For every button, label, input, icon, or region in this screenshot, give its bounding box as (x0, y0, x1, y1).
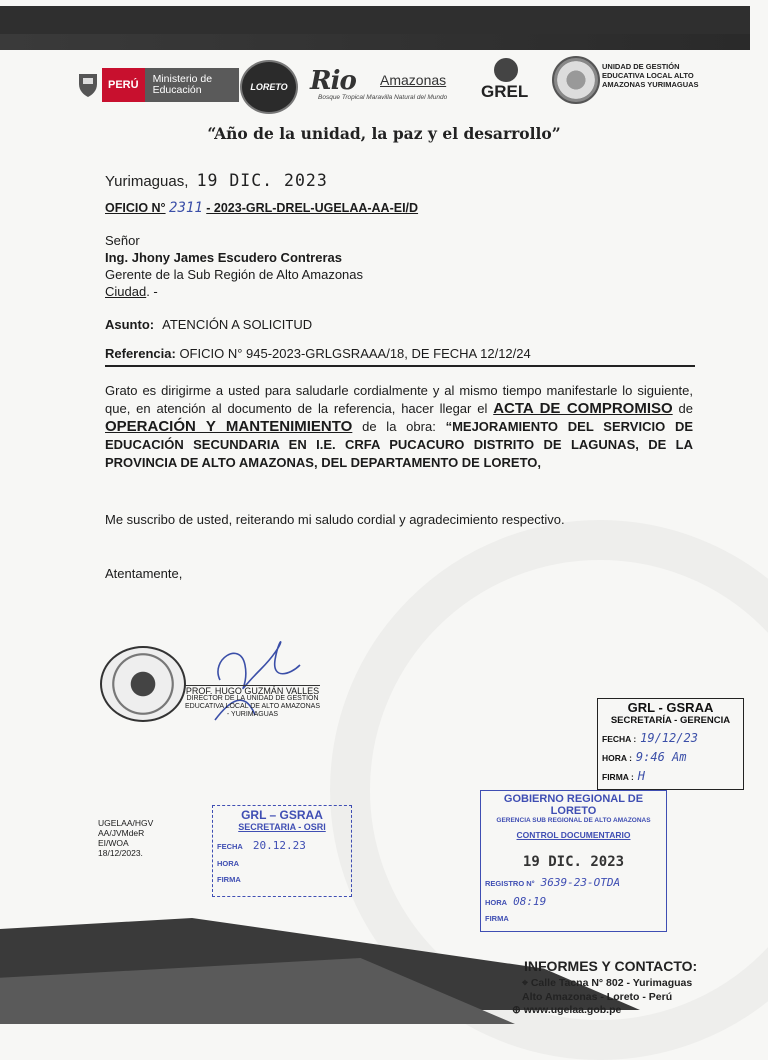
stamp-gsraa-gerencia (597, 698, 744, 790)
referencia-text: OFICIO N° 945-2023-GRLGSRAAA/18, DE FECHA 12/12/24 (179, 346, 531, 361)
rio-amazonas-logo (310, 66, 460, 106)
stamp-title: GOBIERNO REGIONAL DE LORETO (503, 793, 644, 817)
stamp-title: GRL – GSRAA (241, 808, 323, 822)
ugel-seal-icon (552, 56, 600, 104)
asunto-text: ATENCIÓN A SOLICITUD (162, 317, 313, 332)
grel-emblem-icon (494, 58, 518, 82)
address-line-1: Calle Tacna N° 802 - Yurimaguas (530, 977, 693, 989)
stamp-firma-label: FIRMA (485, 914, 509, 923)
grel-label: GREL (481, 82, 529, 101)
loreto-logo: LORETO (240, 60, 298, 114)
body-paragraph (105, 382, 693, 472)
signer-name: PROF. HUGO GUZMÁN VALLES (185, 686, 320, 696)
operacion-mantenimiento: OPERACIÓN Y MANTENIMIENTO (105, 418, 353, 435)
oficio-handwritten-number: 2311 (169, 200, 203, 216)
ugel-logo (552, 56, 702, 104)
amazonas-word: Amazonas (380, 72, 447, 88)
recipient-city: Ciudad (105, 284, 147, 299)
stamp-control: CONTROL DOCUMENTARIO (516, 830, 631, 840)
signer-block (185, 685, 320, 719)
recipient-block (105, 232, 363, 300)
salutation: Señor (105, 233, 140, 248)
asunto-label: Asunto: (105, 317, 155, 332)
rio-word: Rio (310, 66, 356, 96)
stamp-hora-label: HORA : (602, 753, 632, 763)
stamp-registro-label: REGISTRO N° (485, 879, 535, 888)
date-stamp: 19 DIC. 2023 (196, 171, 328, 190)
referencia-label: Referencia: (105, 346, 176, 361)
stamp-hora-label: HORA (217, 859, 240, 868)
oficio-suffix: - 2023-GRL-DREL-UGELAA-AA-EI/D (206, 201, 419, 215)
reference-initials (98, 818, 153, 858)
recipient-city-suffix: . - (146, 284, 158, 299)
peru-shield-icon (74, 68, 102, 102)
contact-address (522, 976, 692, 1004)
oficio-number (105, 200, 418, 216)
body-de: de (672, 401, 694, 416)
stamp-registro-value: 3639-23-OTDA (540, 876, 621, 889)
closing-sentence: Me suscribo de usted, reiterando mi saludo cordial y agradecimiento respectivo. (105, 512, 565, 527)
stamp-title: GRL - GSRAA (627, 700, 714, 715)
stamp-firma-value: H (637, 769, 646, 783)
stamp-subtitle: GERENCIA SUB REGIONAL DE ALTO AMAZONAS (496, 817, 651, 824)
rio-tagline: Bosque Tropical Maravilla Natural del Mundo (318, 94, 448, 101)
ugel-round-seal-icon (100, 646, 186, 722)
recipient-name: Ing. Jhony James Escudero Contreras (105, 250, 342, 265)
year-motto: “Año de la unidad, la paz y el desarrollo” (207, 124, 561, 143)
atentamente: Atentamente, (105, 566, 183, 581)
address-line-2: Alto Amazonas - Loreto - Perú (522, 991, 673, 1003)
stamp-fecha-label: FECHA : (602, 734, 637, 744)
location-pin-icon: ⌖ (522, 977, 531, 989)
stamp-hora-label: HORA (485, 898, 508, 907)
stamp-fecha-value: 20.12.23 (252, 839, 306, 852)
stamp-fecha-value: 19/12/23 (640, 731, 698, 745)
project-name: “MEJORAMIENTO DEL SERVICIO DE EDUCACIÓN SECUNDARIA EN I.E. CRFA PUCACURO DISTRITO DE LAGUNAS, DE LA PROVINCIA DE ALTO AMAZONAS, DEL DEPARTAMENTO DE LORETO, (105, 419, 694, 470)
signer-title: DIRECTOR DE LA UNIDAD DE GESTIÓN EDUCATIVA LOCAL DE ALTO AMAZONAS - YURIMAGUAS (185, 695, 320, 718)
place-date (105, 171, 328, 190)
referencia-line (105, 346, 695, 367)
stamp-firma-label: FIRMA (217, 875, 241, 884)
grel-logo (478, 58, 536, 104)
asunto-line (105, 317, 312, 332)
contact-web (512, 1004, 621, 1016)
stamp-gsraa-osri (212, 805, 352, 897)
initials-line: 18/12/2023. (98, 848, 143, 858)
initials-line: EI/WOA (98, 838, 129, 848)
peru-minedu-logo (74, 68, 239, 102)
stamp-firma-label: FIRMA : (602, 772, 634, 782)
stamp-gobierno-regional (480, 790, 667, 932)
peru-label: PERÚ (102, 68, 145, 102)
place: Yurimaguas, (105, 173, 189, 190)
initials-line: AA/JVMdeR (98, 828, 145, 838)
body-intro: Grato es dirigirme a usted para saludarle cordialmente y al mismo tiempo manifestarle lo siguiente, que, en atención al documento de la referencia, hacer llegar el (105, 383, 693, 416)
oficio-prefix: OFICIO N° (105, 201, 166, 215)
website-link[interactable]: www.ugelaa.gob.pe (523, 1004, 622, 1016)
top-band-stripe (0, 34, 750, 50)
recipient-position: Gerente de la Sub Región de Alto Amazonas (105, 267, 364, 282)
contact-title: INFORMES Y CONTACTO: (524, 958, 698, 974)
stamp-hora-value: 08:19 (513, 895, 547, 908)
ministerio-label: Ministerio de Educación (145, 68, 239, 102)
acta-compromiso: ACTA DE COMPROMISO (493, 400, 673, 417)
body-obra: de la obra: (352, 419, 446, 434)
ugel-text: UNIDAD DE GESTIÓN EDUCATIVA LOCAL ALTO AMAZONAS YURIMAGUAS (602, 62, 699, 89)
initials-line: UGELAA/HGV (98, 818, 154, 828)
stamp-hora-value: 9:46 Am (635, 750, 687, 764)
stamp-subtitle: SECRETARIA - OSRI (238, 822, 326, 832)
globe-icon: ⊕ (512, 1004, 524, 1016)
stamp-date: 19 DIC. 2023 (522, 854, 625, 870)
stamp-fecha-label: FECHA (217, 842, 243, 851)
stamp-subtitle: SECRETARÍA - GERENCIA (610, 715, 731, 726)
